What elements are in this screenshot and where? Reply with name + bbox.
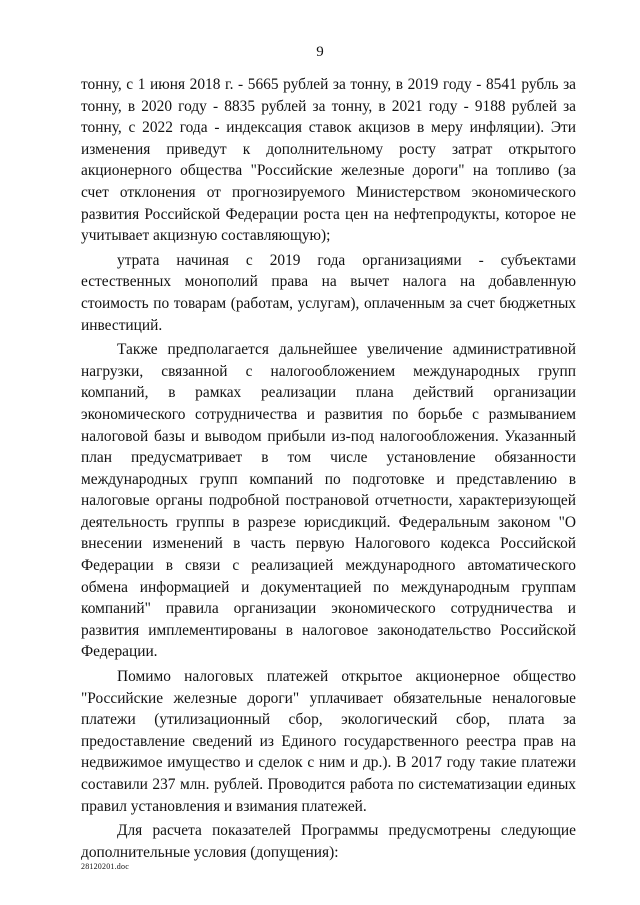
paragraph: Помимо налоговых платежей открытое акционерное общество "Российские железные дороги" уплачивает обязательные неналоговые платежи (утилизационный сбор, экологический сбор, плата за предоставление сведений из Единого государственного реестра прав на недвижимое имущество и сделок с ним и др.). В 2017 году такие платежи составили 237 млн. рублей. Проводится работа по систематизации единых правил установления и взимания платежей. (81, 668, 576, 815)
paragraph: Для расчета показателей Программы предусмотрены следующие дополнительные условия (допущения): (81, 822, 576, 861)
page-number: 9 (316, 44, 324, 60)
footer-file-code: 28120201.doc (81, 862, 129, 871)
paragraph: Также предполагается дальнейшее увеличение административной нагрузки, связанной с налогообложением международных групп компаний, в рамках реализации плана действий организации экономического сотрудничества и развития по борьбе с размыванием налоговой базы и выводом прибыли из-под налогообложения. Указанный план предусматривает в том числе установление обязанности международных групп компаний по подготовке и представлению в налоговые органы подробной пострановой отчетности, характеризующей деятельность группы в разрезе юрисдикций. Федеральным законом "О внесении изменений в часть первую Налогового кодекса Российской Федерации в связи с реализацией международного автоматического обмена информацией и документацией по международным группам компаний" правила организации экономического сотрудничества и развития имплементированы в налоговое законодательство Российской Федерации. (81, 341, 576, 661)
document-body (81, 74, 576, 866)
paragraph: утрата начиная с 2019 года организациями - субъектами естественных монополий права на вычет налога на добавленную стоимость по товарам (работам, услугам), оплаченным за счет бюджетных инвестиций. (81, 251, 576, 334)
paragraph: тонну, с 1 июня 2018 г. - 5665 рублей за тонну, в 2019 году - 8541 рубль за тонну, в 2020 году - 8835 рублей за тонну, в 2021 году - 9188 рублей за тонну, с 2022 года - индексация ставок акцизов в меру инфляции). Эти изменения приведут к дополнительному росту затрат открытого акционерного общества "Российские железные дороги" на топливо (за счет отклонения от прогнозируемого Министерством экономического развития Российской Федерации роста цен на нефтепродукты, которое не учитывает акцизную составляющую); (81, 76, 576, 245)
